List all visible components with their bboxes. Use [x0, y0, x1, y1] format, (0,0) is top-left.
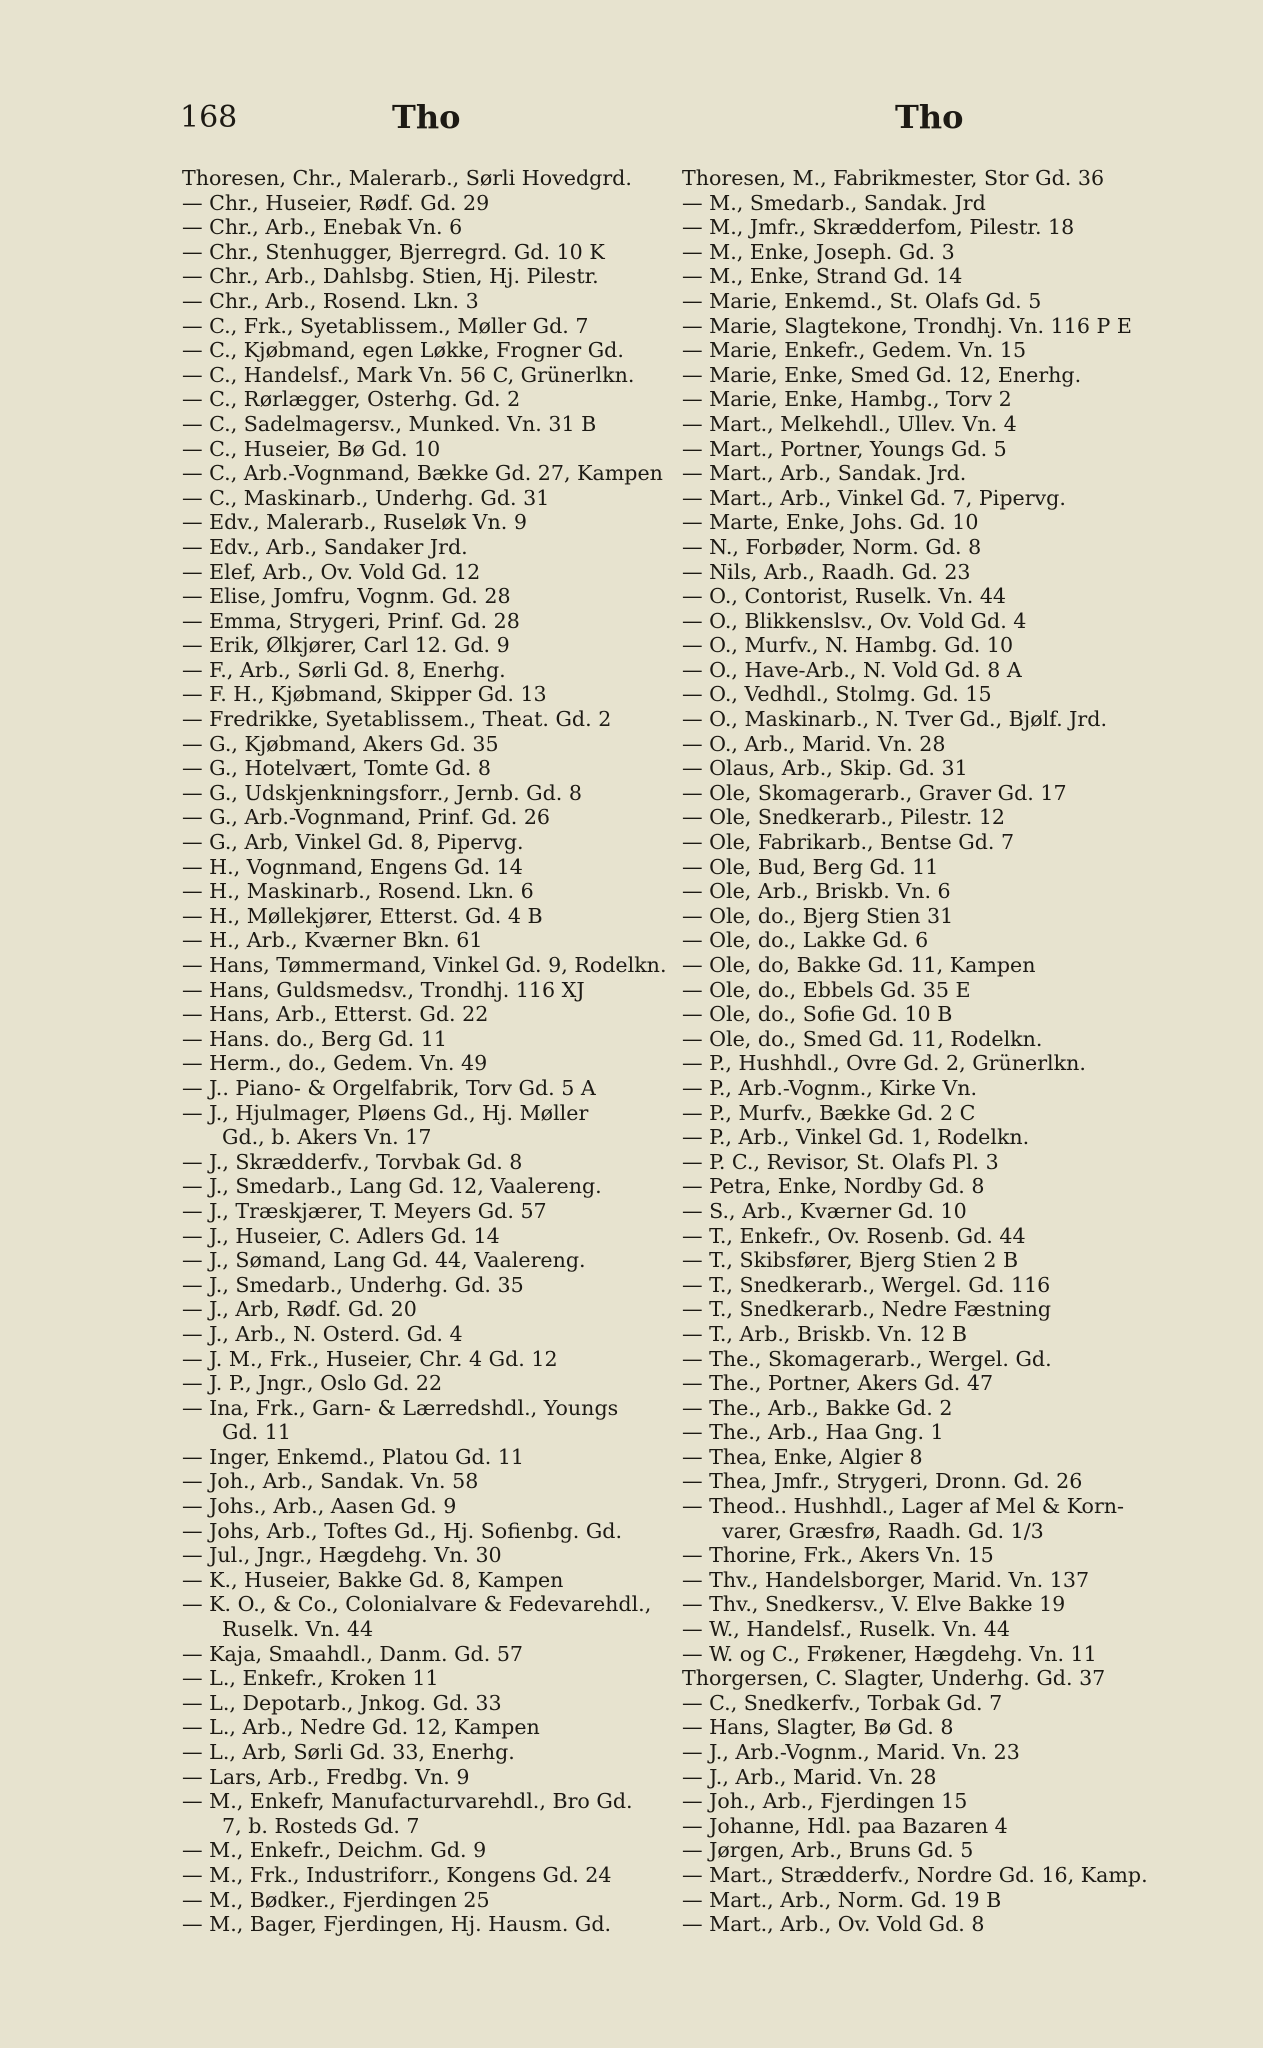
- directory-entry: — Mart., Arb., Vinkel Gd. 7, Pipervg.: [682, 485, 1066, 510]
- directory-entry: — F. H., Kjøbmand, Skipper Gd. 13: [182, 682, 547, 707]
- directory-entry: — Ole, do., Lakke Gd. 6: [682, 928, 929, 953]
- directory-entry: — Mart., Arb., Ov. Vold Gd. 8: [682, 1912, 985, 1937]
- directory-entry: — H., Møllekjører, Etterst. Gd. 4 B: [182, 903, 543, 928]
- directory-entry: — Inger, Enkemd., Platou Gd. 11: [182, 1444, 525, 1469]
- directory-entry: — J., Arb, Rødf. Gd. 20: [182, 1297, 417, 1322]
- directory-entry: — Chr., Arb., Enebak Vn. 6: [182, 215, 463, 240]
- directory-entry: — Thorine, Frk., Akers Vn. 15: [682, 1543, 994, 1568]
- directory-entry: — Chr., Arb., Rosend. Lkn. 3: [182, 288, 479, 313]
- directory-entry: — Chr., Arb., Dahlsbg. Stien, Hj. Pilestr.: [182, 264, 599, 289]
- running-head-left: Tho: [392, 98, 461, 136]
- directory-entry: — M., Enke, Joseph. Gd. 3: [682, 239, 955, 264]
- directory-entry: — Elef, Arb., Ov. Vold Gd. 12: [182, 559, 481, 584]
- directory-entry: — Ole, do., Smed Gd. 11, Rodelkn.: [682, 1026, 1043, 1051]
- directory-entry: — J., Smedarb., Lang Gd. 12, Vaalereng.: [182, 1174, 602, 1199]
- directory-entry: — K. O., & Co., Colonialvare & Fedevarehdl.,: [182, 1592, 652, 1617]
- directory-entry: — Theod.. Hushhdl., Lager af Mel & Korn-: [682, 1494, 1125, 1519]
- directory-entry: — Jørgen, Arb., Bruns Gd. 5: [682, 1838, 974, 1863]
- directory-entry: — Elise, Jomfru, Vognm. Gd. 28: [182, 584, 511, 609]
- directory-entry: — Ole, do, Bakke Gd. 11, Kampen: [682, 953, 1036, 977]
- directory-entry: — F., Arb., Sørli Gd. 8, Enerhg.: [182, 657, 506, 682]
- directory-entry: — Mart., Strædderfv., Nordre Gd. 16, Kamp.: [682, 1862, 1148, 1887]
- directory-entry: — L., Depotarb., Jnkog. Gd. 33: [182, 1690, 502, 1715]
- directory-entry: — C., Sadelmagersv., Munked. Vn. 31 B: [182, 411, 597, 436]
- directory-entry: — O., Blikkenslsv., Ov. Vold Gd. 4: [682, 608, 1027, 633]
- directory-entry: — Petra, Enke, Nordby Gd. 8: [682, 1174, 985, 1199]
- directory-entry: — H., Vognmand, Engens Gd. 14: [182, 854, 523, 879]
- directory-entry: — C., Huseier, Bø Gd. 10: [182, 436, 441, 461]
- directory-entry: — Hans, Arb., Etterst. Gd. 22: [182, 1002, 489, 1027]
- directory-entry: — L., Arb., Nedre Gd. 12, Kampen: [182, 1715, 540, 1740]
- directory-entry: — Hans, Slagter, Bø Gd. 8: [682, 1715, 954, 1740]
- directory-entry: — Olaus, Arb., Skip. Gd. 31: [682, 756, 968, 781]
- running-head-right: Tho: [895, 98, 964, 136]
- directory-entry: — M., Jmfr., Skrædderfom, Pilestr. 18: [682, 215, 1075, 240]
- directory-entry: — S., Arb., Kværner Gd. 10: [682, 1198, 967, 1223]
- directory-entry: — Johs., Arb., Aasen Gd. 9: [182, 1494, 457, 1519]
- directory-entry: — O., Have-Arb., N. Vold Gd. 8 A: [682, 657, 1022, 682]
- directory-entry: — The., Arb., Haa Gng. 1: [682, 1420, 944, 1445]
- directory-entry: Thoresen, M., Fabrikmester, Stor Gd. 36: [682, 166, 1105, 190]
- directory-entry: — T., Snedkerarb., Nedre Fæstning: [682, 1297, 1052, 1322]
- directory-entry: — H., Maskinarb., Rosend. Lkn. 6: [182, 879, 534, 904]
- directory-entry: — W. og C., Frøkener, Hægdehg. Vn. 11: [682, 1641, 1097, 1666]
- directory-entry: — Ole, Skomagerarb., Graver Gd. 17: [682, 780, 1067, 805]
- directory-entry: — Marie, Enkemd., St. Olafs Gd. 5: [682, 288, 1042, 313]
- directory-entry: — O., Vedhdl., Stolmg. Gd. 15: [682, 682, 992, 707]
- directory-entry: — Nils, Arb., Raadh. Gd. 23: [682, 559, 971, 584]
- directory-entry: — Joh., Arb., Fjerdingen 15: [682, 1789, 968, 1814]
- directory-entry: — J., Smedarb., Underhg. Gd. 35: [182, 1272, 524, 1297]
- directory-entry: — T., Skibsfører, Bjerg Stien 2 B: [682, 1248, 1019, 1273]
- directory-entry: — Marie, Enke, Hambg., Torv 2: [682, 387, 1012, 412]
- directory-entry: — Marie, Enkefr., Gedem. Vn. 15: [682, 338, 1027, 363]
- directory-entry: — Ole, do., Ebbels Gd. 35 E: [682, 977, 971, 1002]
- directory-entry: — Erik, Ølkjører, Carl 12. Gd. 9: [182, 633, 510, 658]
- directory-entry: — Johanne, Hdl. paa Bazaren 4: [682, 1813, 1008, 1838]
- directory-entry: — M., Enkefr., Deichm. Gd. 9: [182, 1838, 487, 1863]
- directory-entry: — Joh., Arb., Sandak. Vn. 58: [182, 1469, 479, 1494]
- directory-entry: — J., Arb., N. Osterd. Gd. 4: [182, 1321, 463, 1346]
- directory-entry: — P., Murfv., Bække Gd. 2 C: [682, 1100, 976, 1125]
- directory-entry: — H., Arb., Kværner Bkn. 61: [182, 928, 483, 953]
- directory-entry: — Ina, Frk., Garn- & Lærredshdl., Youngs: [182, 1395, 619, 1420]
- directory-entry: — Ole, Fabrikarb., Bentse Gd. 7: [682, 830, 1015, 855]
- directory-entry: — The., Arb., Bakke Gd. 2: [682, 1395, 953, 1420]
- directory-entry: — J. M., Frk., Huseier, Chr. 4 Gd. 12: [182, 1346, 558, 1371]
- directory-entry: — Johs, Arb., Toftes Gd., Hj. Sofienbg. Gd.: [182, 1518, 623, 1543]
- directory-entry: — The., Skomagerarb., Wergel. Gd.: [682, 1346, 1052, 1371]
- directory-entry: — C., Frk., Syetablissem., Møller Gd. 7: [182, 313, 589, 338]
- directory-entry: — Herm., do., Gedem. Vn. 49: [182, 1051, 488, 1076]
- directory-entry: — Mart., Arb., Norm. Gd. 19 B: [682, 1887, 1002, 1912]
- directory-entry: — Edv., Malerarb., Ruseløk Vn. 9: [182, 510, 527, 535]
- directory-entry: — Thea, Enke, Algier 8: [682, 1444, 923, 1469]
- directory-entry: — T., Arb., Briskb. Vn. 12 B: [682, 1321, 968, 1346]
- directory-entry: — Ole, do., Sofie Gd. 10 B: [682, 1002, 953, 1027]
- directory-entry: — M., Smedarb., Sandak. Jrd: [682, 190, 986, 215]
- directory-entry: Gd. 11: [222, 1420, 291, 1445]
- directory-entry: — L., Arb, Sørli Gd. 33, Enerhg.: [182, 1740, 515, 1764]
- directory-entry: — J., Arb.-Vognm., Marid. Vn. 23: [682, 1740, 1020, 1764]
- right-column: [682, 166, 1172, 1937]
- directory-entry: — J., Hjulmager, Pløens Gd., Hj. Møller: [182, 1100, 589, 1125]
- directory-entry: — C., Handelsf., Mark Vn. 56 C, Grünerlkn.: [182, 362, 635, 387]
- directory-entry: — Lars, Arb., Fredbg. Vn. 9: [182, 1764, 470, 1789]
- directory-entry: — The., Portner, Akers Gd. 47: [682, 1371, 994, 1396]
- directory-entry: — Marte, Enke, Johs. Gd. 10: [682, 510, 979, 535]
- directory-entry: — M., Bager, Fjerdingen, Hj. Hausm. Gd.: [182, 1912, 612, 1937]
- directory-entry: — O., Contorist, Ruselk. Vn. 44: [682, 584, 1007, 609]
- directory-entry: — O., Murfv., N. Hambg. Gd. 10: [682, 633, 1014, 658]
- directory-entry: — C., Kjøbmand, egen Løkke, Frogner Gd.: [182, 338, 624, 363]
- directory-entry: — O., Maskinarb., N. Tver Gd., Bjølf. Jrd.: [682, 707, 1107, 732]
- directory-entry: — Thea, Jmfr., Strygeri, Dronn. Gd. 26: [682, 1469, 1083, 1494]
- directory-entry: — Marie, Enke, Smed Gd. 12, Enerhg.: [682, 362, 1082, 387]
- directory-entry: — M., Bødker., Fjerdingen 25: [182, 1887, 490, 1912]
- directory-entry: Thorgersen, C. Slagter, Underhg. Gd. 37: [682, 1666, 1106, 1691]
- directory-entry: — Thv., Snedkersv., V. Elve Bakke 19: [682, 1592, 1066, 1617]
- directory-entry: — J., Sømand, Lang Gd. 44, Vaalereng.: [182, 1248, 586, 1273]
- directory-entry: — Hans, Tømmermand, Vinkel Gd. 9, Rodelkn.: [182, 953, 667, 977]
- directory-entry: — P. C., Revisor, St. Olafs Pl. 3: [682, 1149, 999, 1174]
- directory-entry: — C., Snedkerfv., Torbak Gd. 7: [682, 1690, 1003, 1715]
- directory-entry: — Ole, do., Bjerg Stien 31: [682, 903, 954, 928]
- left-column: [182, 166, 672, 1937]
- directory-entry: — Ole, Bud, Berg Gd. 11: [682, 854, 939, 879]
- directory-entry: — Jul., Jngr., Hægdehg. Vn. 30: [182, 1543, 502, 1568]
- directory-entry: — M., Frk., Industriforr., Kongens Gd. 24: [182, 1862, 612, 1887]
- directory-entry: — G., Kjøbmand, Akers Gd. 35: [182, 731, 499, 756]
- directory-entry: — M., Enkefr, Manufacturvarehdl., Bro Gd.: [182, 1789, 633, 1814]
- directory-entry: — Ole, Snedkerarb., Pilestr. 12: [682, 805, 1006, 830]
- directory-entry: Thoresen, Chr., Malerarb., Sørli Hovedgrd.: [182, 166, 632, 190]
- directory-entry: — G., Arb.-Vognmand, Prinf. Gd. 26: [182, 805, 551, 830]
- directory-entry: — C., Maskinarb., Underhg. Gd. 31: [182, 485, 550, 510]
- directory-entry: — L., Enkefr., Kroken 11: [182, 1666, 439, 1691]
- directory-entry: — P., Arb.-Vognm., Kirke Vn.: [682, 1075, 978, 1100]
- directory-entry: — T., Snedkerarb., Wergel. Gd. 116: [682, 1272, 1051, 1297]
- directory-entry: — Kaja, Smaahdl., Danm. Gd. 57: [182, 1641, 524, 1666]
- directory-entry: Gd., b. Akers Vn. 17: [222, 1125, 432, 1150]
- directory-entry: 7, b. Rosteds Gd. 7: [222, 1813, 420, 1838]
- directory-entry: — K., Huseier, Bakke Gd. 8, Kampen: [182, 1567, 564, 1592]
- directory-entry: — J., Træskjærer, T. Meyers Gd. 57: [182, 1198, 547, 1223]
- directory-entry: — W., Handelsf., Ruselk. Vn. 44: [682, 1617, 1011, 1642]
- directory-entry: — Marie, Slagtekone, Trondhj. Vn. 116 P E: [682, 313, 1132, 338]
- directory-entry: — P., Arb., Vinkel Gd. 1, Rodelkn.: [682, 1125, 1030, 1150]
- directory-entry: — Fredrikke, Syetablissem., Theat. Gd. 2: [182, 707, 612, 732]
- directory-entry: — J., Skrædderfv., Torvbak Gd. 8: [182, 1149, 523, 1174]
- directory-entry: — Chr., Stenhugger, Bjerregrd. Gd. 10 K: [182, 239, 605, 264]
- directory-entry: — G., Udskjenkningsforr., Jernb. Gd. 8: [182, 780, 582, 805]
- directory-entry: — O., Arb., Marid. Vn. 28: [682, 731, 946, 756]
- directory-entry: — Hans, Guldsmedsv., Trondhj. 116 XJ: [182, 977, 585, 1002]
- directory-entry: Ruselk. Vn. 44: [222, 1617, 374, 1642]
- directory-entry: — Mart., Melkehdl., Ullev. Vn. 4: [682, 411, 1017, 436]
- directory-entry: — G., Hotelvært, Tomte Gd. 8: [182, 756, 492, 781]
- directory-entry: — T., Enkefr., Ov. Rosenb. Gd. 44: [682, 1223, 1026, 1248]
- directory-entry: — J.. Piano- & Orgelfabrik, Torv Gd. 5 A: [182, 1075, 596, 1100]
- directory-entry: — Mart., Arb., Sandak. Jrd.: [682, 461, 967, 486]
- directory-entry: — Chr., Huseier, Rødf. Gd. 29: [182, 190, 490, 215]
- directory-entry: — P., Hushhdl., Ovre Gd. 2, Grünerlkn.: [682, 1051, 1086, 1076]
- page-number: 168: [180, 100, 238, 135]
- directory-entry: — Hans. do., Berg Gd. 11: [182, 1026, 447, 1051]
- directory-entry: — J. P., Jngr., Oslo Gd. 22: [182, 1371, 443, 1396]
- directory-entry: — Edv., Arb., Sandaker Jrd.: [182, 534, 468, 559]
- directory-entry: — G., Arb, Vinkel Gd. 8, Pipervg.: [182, 830, 524, 855]
- directory-entry: — Thv., Handelsborger, Marid. Vn. 137: [682, 1567, 1090, 1592]
- directory-entry: varer, Græsfrø, Raadh. Gd. 1/3: [722, 1518, 1044, 1543]
- directory-entry: — J., Arb., Marid. Vn. 28: [682, 1764, 937, 1789]
- directory-entry: — C., Rørlægger, Osterhg. Gd. 2: [182, 387, 521, 412]
- directory-entry: — Ole, Arb., Briskb. Vn. 6: [682, 879, 951, 904]
- directory-entry: — N., Forbøder, Norm. Gd. 8: [682, 534, 982, 559]
- directory-entry: — Mart., Portner, Youngs Gd. 5: [682, 436, 1007, 461]
- directory-entry: — C., Arb.-Vognmand, Bække Gd. 27, Kampen: [182, 461, 663, 486]
- directory-entry: — J., Huseier, C. Adlers Gd. 14: [182, 1223, 500, 1248]
- directory-entry: — Emma, Strygeri, Prinf. Gd. 28: [182, 608, 520, 633]
- directory-entry: — M., Enke, Strand Gd. 14: [682, 264, 963, 289]
